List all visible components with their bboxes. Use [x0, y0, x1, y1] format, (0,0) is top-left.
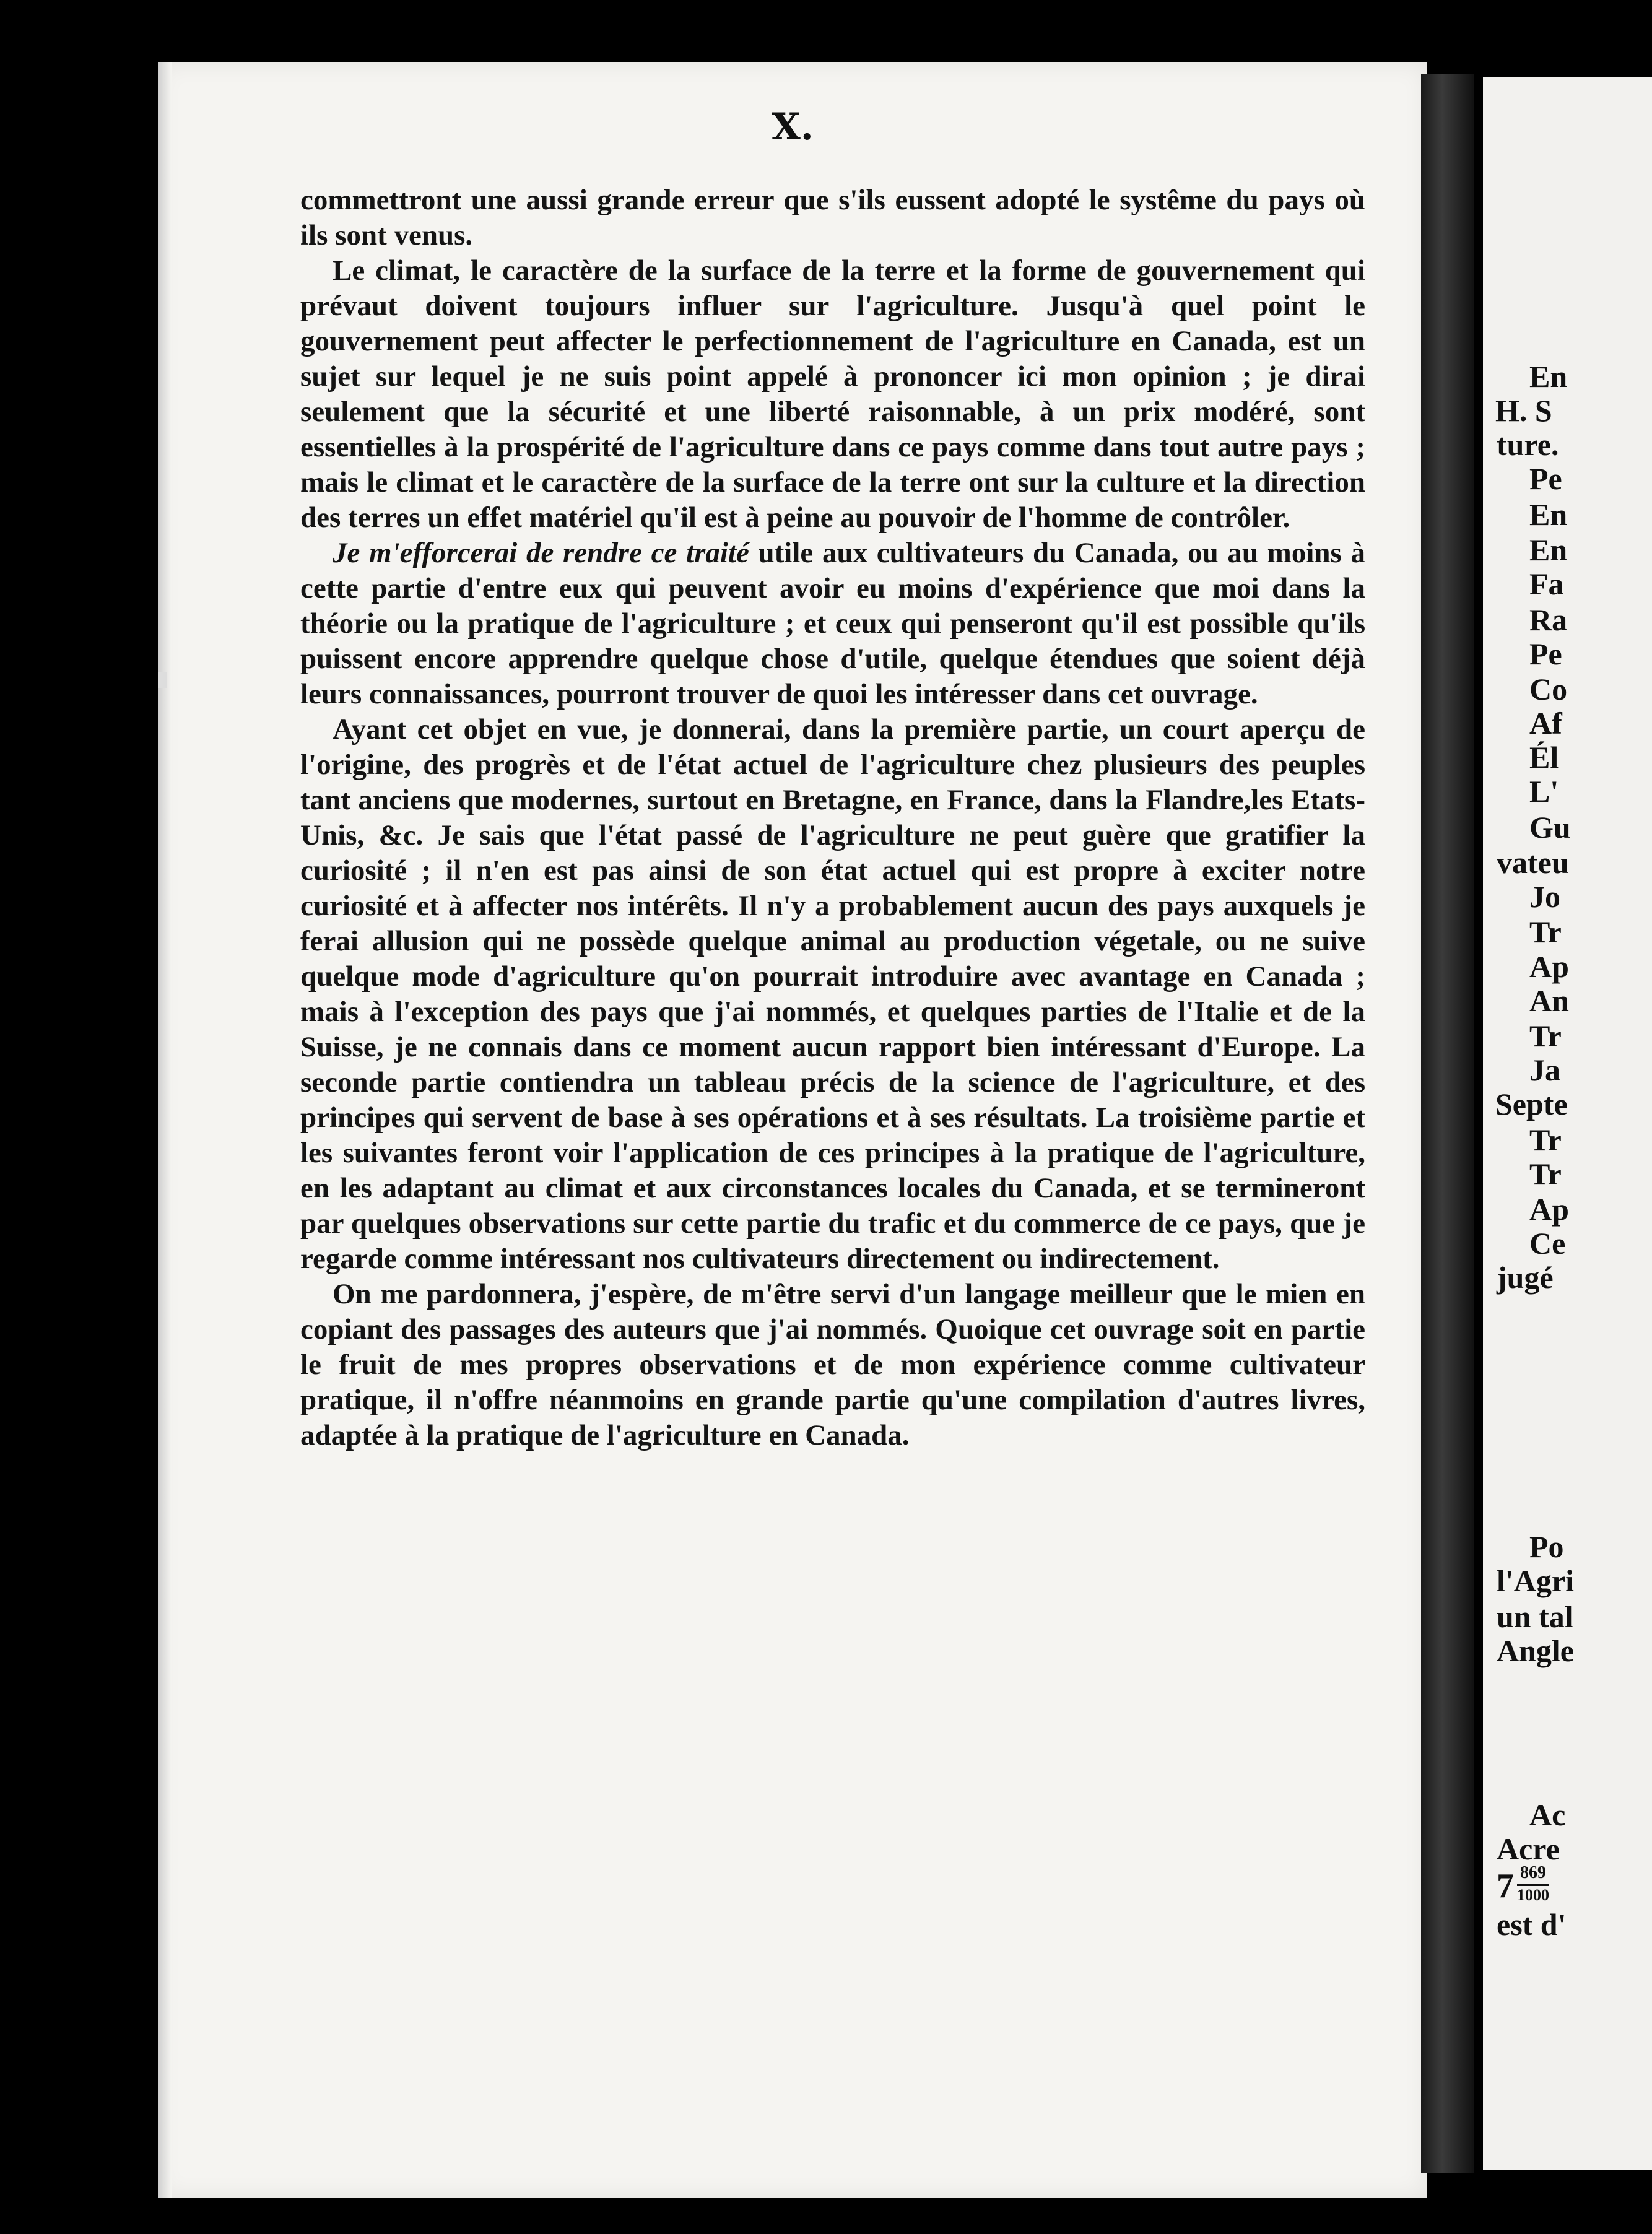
paragraph-4: Ayant cet objet en vue, je donnerai, dans la première partie, un court aperçu de l'origine, des progrès et de l'état actuel de l'agriculture chez plusieurs des peuples tant anciens que modernes, surtout en Bretagne, en France, dans la Flandre,les Etats-Unis, &c. Je sais que l'état passé de l'agriculture ne peut guère que gratifier la curiosité ; il n'en est pas ainsi de son état actuel qui est propre à exciter notre curiosité et à affecter nos intérêts. Il n'y a probablement aucun des pays auxquels je ferai allusion qui ne possède quelque animal au production végetale, ou ne suive quelque mode d'agriculture qu'on pourrait introduire avec avantage en Canada ; mais à l'exception des pays que j'ai nommés, et quelques parties de l'Italie et de la Suisse, je ne connais dans ce moment aucun rapport bien intéressant d'Europe. La seconde partie contiendra un tableau précis de la science de l'agriculture, et des principes qui servent de base à ses opérations et à ses résultats. La troisième partie et les suivantes feront voir l'application de ces principes à la pratique de l'agriculture, en les adaptant au climat et aux circonstances locales du Canada, et se termineront par quelques observations sur cette partie du trafic et du commerce de ce pays, que je regarde comme intéressant nos cultivateurs directement ou indirectement. — [300, 713, 1365, 1275]
fragment: Angle — [1497, 1633, 1574, 1668]
paragraph-3 — [300, 536, 1365, 712]
fragment: ture. — [1497, 427, 1559, 462]
fragment: Po — [1529, 1529, 1564, 1564]
fragment: Co — [1529, 672, 1568, 706]
fragment: En — [1529, 497, 1568, 532]
fragment: Ce — [1529, 1226, 1566, 1261]
page-number: X. — [772, 105, 814, 149]
page-edge-shadow — [158, 62, 172, 2198]
fragment: Af — [1529, 706, 1562, 741]
scanned-page — [158, 62, 1427, 2198]
fragment: vateu — [1497, 845, 1569, 880]
book-gutter — [1421, 74, 1474, 2173]
paragraph-3-italic-lead: Je m'efforcerai de rendre ce traité — [333, 537, 749, 569]
fragment: Septe — [1495, 1087, 1568, 1121]
fragment: Pe — [1529, 461, 1562, 496]
fragment: Pe — [1529, 637, 1562, 671]
fragment: 7 — [1497, 1867, 1514, 1905]
fragment: jugé — [1497, 1260, 1554, 1295]
fragment: Ja — [1529, 1053, 1560, 1087]
fragment: En — [1529, 359, 1568, 394]
fragment: Fa — [1529, 567, 1564, 601]
fragment: Ac — [1529, 1797, 1566, 1832]
fragment: Tr — [1529, 915, 1562, 949]
fragment: En — [1529, 532, 1568, 567]
fragment: un tal — [1497, 1599, 1573, 1634]
fragment: H. S — [1495, 393, 1552, 428]
fragment: Él — [1529, 740, 1559, 775]
fragment: Tr — [1529, 1123, 1562, 1157]
body-text — [300, 183, 1365, 1453]
paragraph-2: Le climat, le caractère de la surface de la terre et la forme de gouvernement qui prévaut doivent toujours influer sur l'agriculture. Jusqu'à quel point le gouvernement peut affecter le perfectionnement de l'agriculture en Canada, est un sujet sur lequel je ne suis point appelé à prononcer ici mon opinion ; je dirai seulement que la sécurité et une liberté raisonnable, à un prix modéré, sont essentielles à la prospérité de l'agriculture dans ce pays comme dans tout autre pays ; mais le climat et le caractère de la surface de la terre ont sur la culture et la direction des terres un effet matériel qu'il est à peine au pouvoir de l'homme de contrôler. — [300, 254, 1365, 534]
fragment: Jo — [1529, 879, 1560, 914]
facing-page — [1483, 77, 1652, 2170]
fragment: Tr — [1529, 1157, 1562, 1191]
fragment: est d' — [1497, 1907, 1567, 1942]
paragraph-1: commettront une aussi grande erreur que s'ils eussent adopté le systême du pays où ils sont venus. — [300, 184, 1365, 251]
paragraph-3-text: utile aux cultivateurs du Canada, ou au moins à cette partie d'entre eux qui peuvent avoir eu moins d'expérience que moi dans la théorie ou la pratique de l'agriculture ; et ceux qui penseront qu'il est possible qu'ils puissent encore apprendre quelque chose d'utile, quelque étendues que soient déjà leurs connaissances, pourront trouver de quoi les intéresser dans cet ouvrage. — [300, 537, 1365, 710]
margin-mark — [158, 672, 167, 688]
fragment: Acre — [1497, 1832, 1560, 1866]
fragment: l'Agri — [1497, 1563, 1574, 1598]
paragraph-5: On me pardonnera, j'espère, de m'être servi d'un langage meilleur que le mien en copiant des passages des auteurs que j'ai nommés. Quoique cet ouvrage soit en partie le fruit de mes propres observations et de mon expérience comme cultivateur pratique, il n'offre néanmoins en grande partie qu'une compilation d'autres livres, adaptée à la pratique de l'agriculture en Canada. — [300, 1278, 1365, 1451]
fragment-numerator: 869 — [1520, 1863, 1546, 1882]
fragment: Ra — [1529, 602, 1568, 637]
fragment: Ap — [1529, 949, 1569, 984]
fragment: Tr — [1529, 1019, 1562, 1053]
fragment-denominator: 1000 — [1517, 1884, 1549, 1905]
fragment: L' — [1529, 774, 1559, 809]
fragment: Gu — [1529, 810, 1571, 845]
fragment: Ap — [1529, 1192, 1569, 1227]
fragment: An — [1529, 983, 1569, 1018]
